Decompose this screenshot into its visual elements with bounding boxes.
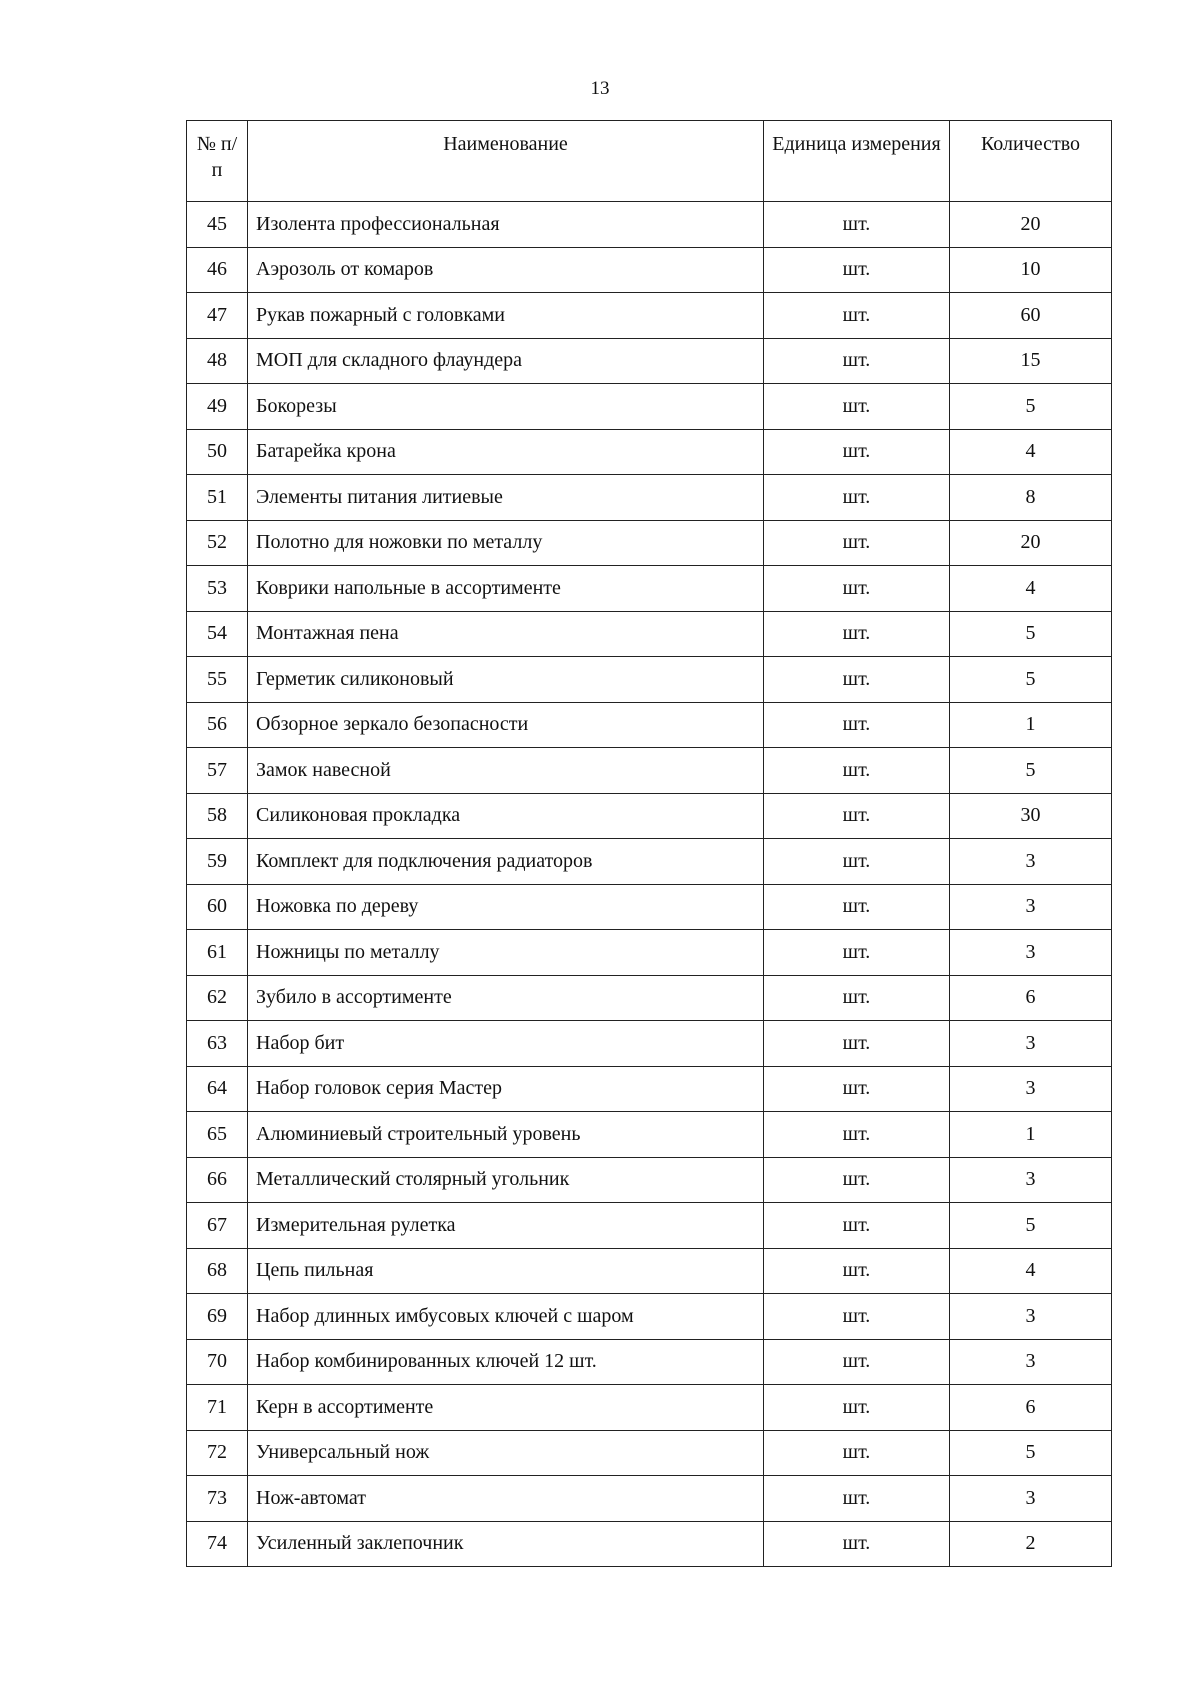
row-num: 65 xyxy=(187,1112,248,1158)
row-name: Цепь пильная xyxy=(248,1248,764,1294)
row-qty: 4 xyxy=(950,566,1112,612)
row-unit: шт. xyxy=(764,1066,950,1112)
table-row xyxy=(187,748,1112,794)
table-row xyxy=(187,975,1112,1021)
row-qty: 3 xyxy=(950,1157,1112,1203)
table-row xyxy=(187,475,1112,521)
row-unit: шт. xyxy=(764,1521,950,1567)
row-num: 67 xyxy=(187,1203,248,1249)
table-row xyxy=(187,657,1112,703)
table-row xyxy=(187,520,1112,566)
table-row xyxy=(187,338,1112,384)
row-qty: 15 xyxy=(950,338,1112,384)
table-row xyxy=(187,1021,1112,1067)
row-name: Замок навесной xyxy=(248,748,764,794)
row-name: Батарейка крона xyxy=(248,429,764,475)
row-num: 60 xyxy=(187,884,248,930)
table-header-row xyxy=(187,121,1112,202)
row-qty: 3 xyxy=(950,884,1112,930)
row-unit: шт. xyxy=(764,1476,950,1522)
row-qty: 3 xyxy=(950,930,1112,976)
table-row xyxy=(187,611,1112,657)
row-unit: шт. xyxy=(764,1021,950,1067)
row-unit: шт. xyxy=(764,1248,950,1294)
table-row xyxy=(187,293,1112,339)
header-name: Наименование xyxy=(248,121,764,202)
header-num: № п/п xyxy=(187,121,248,202)
header-qty: Количество xyxy=(950,121,1112,202)
row-num: 71 xyxy=(187,1385,248,1431)
row-unit: шт. xyxy=(764,429,950,475)
row-unit: шт. xyxy=(764,202,950,248)
row-unit: шт. xyxy=(764,839,950,885)
table-row xyxy=(187,1066,1112,1112)
row-name: Измерительная рулетка xyxy=(248,1203,764,1249)
row-name: Герметик силиконовый xyxy=(248,657,764,703)
row-name: Бокорезы xyxy=(248,384,764,430)
row-qty: 5 xyxy=(950,611,1112,657)
row-num: 50 xyxy=(187,429,248,475)
row-num: 68 xyxy=(187,1248,248,1294)
row-unit: шт. xyxy=(764,1385,950,1431)
row-name: Ножовка по дереву xyxy=(248,884,764,930)
table-row xyxy=(187,1248,1112,1294)
row-num: 54 xyxy=(187,611,248,657)
row-unit: шт. xyxy=(764,520,950,566)
row-unit: шт. xyxy=(764,975,950,1021)
row-unit: шт. xyxy=(764,748,950,794)
row-qty: 1 xyxy=(950,702,1112,748)
page-number: 13 xyxy=(590,78,610,99)
table-row xyxy=(187,429,1112,475)
row-num: 49 xyxy=(187,384,248,430)
row-num: 62 xyxy=(187,975,248,1021)
row-name: Обзорное зеркало безопасности xyxy=(248,702,764,748)
row-name: Набор комбинированных ключей 12 шт. xyxy=(248,1339,764,1385)
table-row xyxy=(187,566,1112,612)
row-unit: шт. xyxy=(764,793,950,839)
table-row xyxy=(187,1157,1112,1203)
row-num: 53 xyxy=(187,566,248,612)
row-num: 47 xyxy=(187,293,248,339)
row-num: 56 xyxy=(187,702,248,748)
row-unit: шт. xyxy=(764,611,950,657)
table-row xyxy=(187,1203,1112,1249)
row-num: 64 xyxy=(187,1066,248,1112)
table-row xyxy=(187,839,1112,885)
table-row xyxy=(187,884,1112,930)
row-name: Рукав пожарный с головками xyxy=(248,293,764,339)
row-qty: 10 xyxy=(950,247,1112,293)
row-unit: шт. xyxy=(764,384,950,430)
row-qty: 20 xyxy=(950,520,1112,566)
row-name: Набор длинных имбусовых ключей с шаром xyxy=(248,1294,764,1340)
row-unit: шт. xyxy=(764,884,950,930)
row-num: 69 xyxy=(187,1294,248,1340)
table-row xyxy=(187,1430,1112,1476)
row-name: Силиконовая прокладка xyxy=(248,793,764,839)
row-unit: шт. xyxy=(764,657,950,703)
row-unit: шт. xyxy=(764,1430,950,1476)
row-unit: шт. xyxy=(764,566,950,612)
row-unit: шт. xyxy=(764,1294,950,1340)
table-row xyxy=(187,1294,1112,1340)
row-name: Нож-автомат xyxy=(248,1476,764,1522)
row-qty: 2 xyxy=(950,1521,1112,1567)
row-num: 51 xyxy=(187,475,248,521)
row-name: Ножницы по металлу xyxy=(248,930,764,976)
row-name: Аэрозоль от комаров xyxy=(248,247,764,293)
row-name: Металлический столярный угольник xyxy=(248,1157,764,1203)
table-row xyxy=(187,202,1112,248)
row-qty: 3 xyxy=(950,1339,1112,1385)
row-num: 46 xyxy=(187,247,248,293)
table-row xyxy=(187,930,1112,976)
row-qty: 4 xyxy=(950,1248,1112,1294)
table-row xyxy=(187,1112,1112,1158)
row-qty: 3 xyxy=(950,1294,1112,1340)
row-name: Усиленный заклепочник xyxy=(248,1521,764,1567)
row-num: 66 xyxy=(187,1157,248,1203)
row-unit: шт. xyxy=(764,1112,950,1158)
row-qty: 5 xyxy=(950,384,1112,430)
table-row xyxy=(187,384,1112,430)
row-qty: 6 xyxy=(950,1385,1112,1431)
row-name: Керн в ассортименте xyxy=(248,1385,764,1431)
row-qty: 60 xyxy=(950,293,1112,339)
row-num: 59 xyxy=(187,839,248,885)
row-qty: 5 xyxy=(950,748,1112,794)
table-row xyxy=(187,1339,1112,1385)
row-num: 63 xyxy=(187,1021,248,1067)
row-qty: 3 xyxy=(950,839,1112,885)
table-row xyxy=(187,247,1112,293)
row-qty: 4 xyxy=(950,429,1112,475)
row-name: Набор бит xyxy=(248,1021,764,1067)
row-num: 52 xyxy=(187,520,248,566)
table-row xyxy=(187,1476,1112,1522)
row-unit: шт. xyxy=(764,338,950,384)
row-qty: 5 xyxy=(950,1203,1112,1249)
table-row xyxy=(187,1385,1112,1431)
row-name: Изолента профессиональная xyxy=(248,202,764,248)
row-qty: 3 xyxy=(950,1021,1112,1067)
row-num: 74 xyxy=(187,1521,248,1567)
row-qty: 20 xyxy=(950,202,1112,248)
row-unit: шт. xyxy=(764,1339,950,1385)
row-num: 70 xyxy=(187,1339,248,1385)
row-unit: шт. xyxy=(764,247,950,293)
row-name: Зубило в ассортименте xyxy=(248,975,764,1021)
row-name: Монтажная пена xyxy=(248,611,764,657)
row-qty: 6 xyxy=(950,975,1112,1021)
row-unit: шт. xyxy=(764,1157,950,1203)
row-num: 55 xyxy=(187,657,248,703)
row-qty: 3 xyxy=(950,1476,1112,1522)
header-unit: Единица измерения xyxy=(764,121,950,202)
row-name: Набор головок серия Мастер xyxy=(248,1066,764,1112)
row-num: 72 xyxy=(187,1430,248,1476)
row-qty: 30 xyxy=(950,793,1112,839)
row-name: МОП для складного флаундера xyxy=(248,338,764,384)
row-name: Комплект для подключения радиаторов xyxy=(248,839,764,885)
row-num: 73 xyxy=(187,1476,248,1522)
items-table xyxy=(186,120,1112,1567)
row-unit: шт. xyxy=(764,702,950,748)
row-qty: 1 xyxy=(950,1112,1112,1158)
row-name: Элементы питания литиевые xyxy=(248,475,764,521)
row-name: Алюминиевый строительный уровень xyxy=(248,1112,764,1158)
row-name: Коврики напольные в ассортименте xyxy=(248,566,764,612)
row-num: 61 xyxy=(187,930,248,976)
row-qty: 5 xyxy=(950,1430,1112,1476)
table-row xyxy=(187,793,1112,839)
table-body xyxy=(187,202,1112,1567)
table-row xyxy=(187,702,1112,748)
row-qty: 5 xyxy=(950,657,1112,703)
row-num: 58 xyxy=(187,793,248,839)
row-qty: 8 xyxy=(950,475,1112,521)
row-unit: шт. xyxy=(764,475,950,521)
row-name: Универсальный нож xyxy=(248,1430,764,1476)
row-num: 48 xyxy=(187,338,248,384)
row-unit: шт. xyxy=(764,1203,950,1249)
row-num: 57 xyxy=(187,748,248,794)
row-unit: шт. xyxy=(764,293,950,339)
row-name: Полотно для ножовки по металлу xyxy=(248,520,764,566)
row-unit: шт. xyxy=(764,930,950,976)
row-num: 45 xyxy=(187,202,248,248)
row-qty: 3 xyxy=(950,1066,1112,1112)
table-row xyxy=(187,1521,1112,1567)
